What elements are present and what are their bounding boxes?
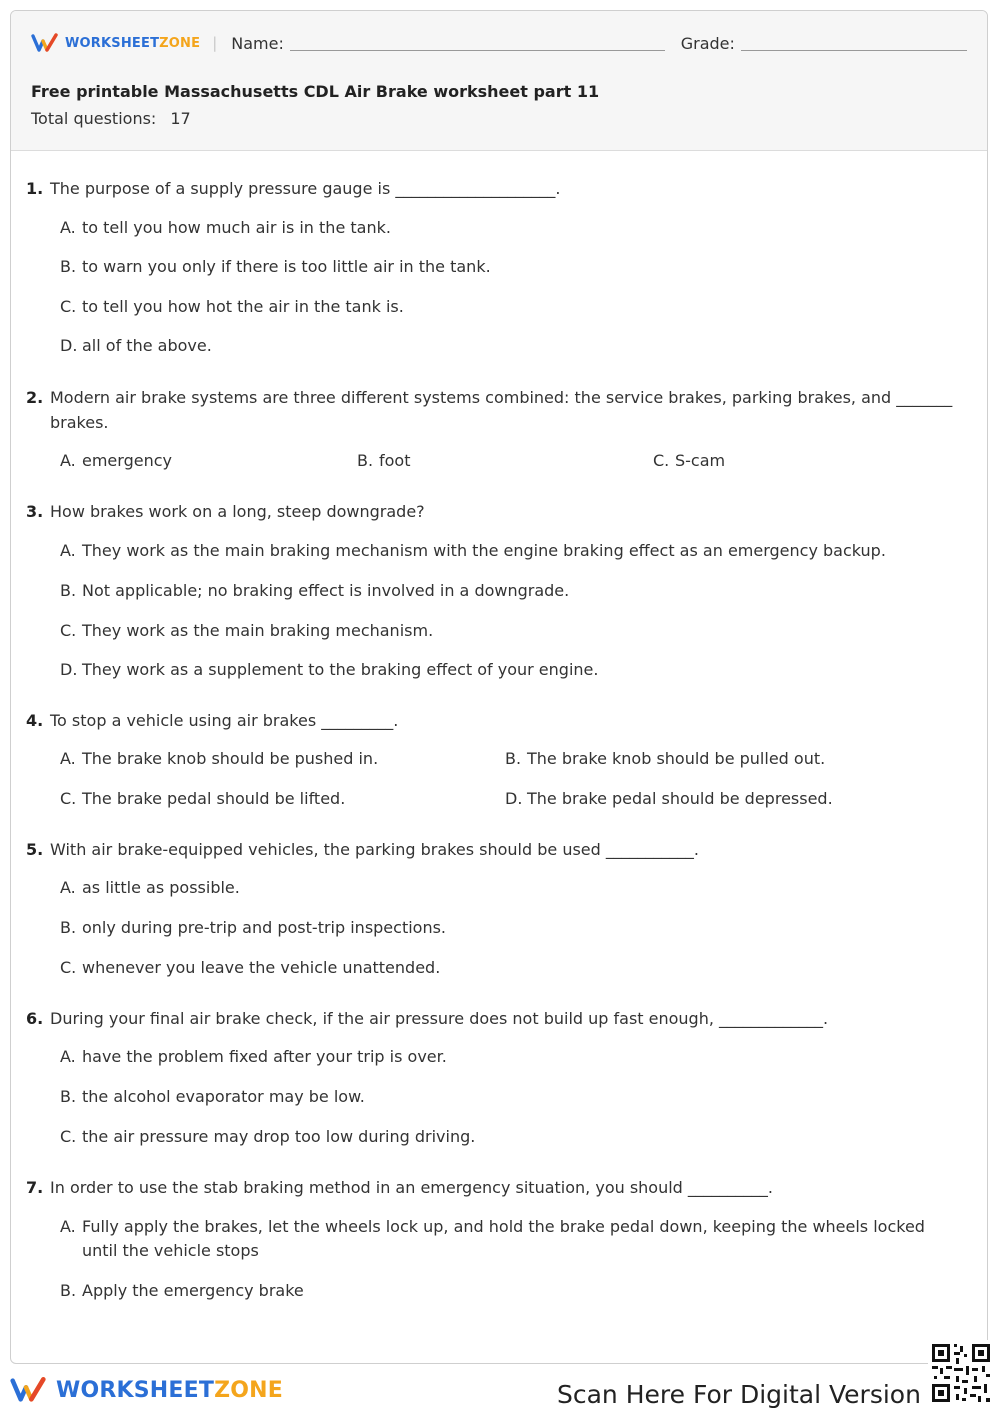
option-text: only during pre-trip and post-trip inspections. bbox=[82, 918, 447, 937]
option-label: A. bbox=[60, 451, 76, 470]
option-text: foot bbox=[379, 451, 411, 470]
option-label: A. bbox=[60, 218, 76, 237]
question-3 bbox=[26, 499, 956, 524]
option-label: C. bbox=[60, 297, 77, 316]
total-questions-label: Total questions: bbox=[31, 109, 157, 128]
page-footer bbox=[0, 1364, 1000, 1414]
question-4 bbox=[26, 708, 956, 733]
question-number: 4. bbox=[26, 711, 44, 730]
option-label: B. bbox=[60, 581, 77, 600]
option-text: to warn you only if there is too little air in the tank. bbox=[82, 257, 491, 276]
worksheet-header bbox=[11, 11, 987, 151]
grade-label: Grade: bbox=[680, 33, 735, 53]
question-text: With air brake-equipped vehicles, the parking brakes should be used ___________. bbox=[50, 840, 699, 859]
header-divider: | bbox=[212, 34, 218, 52]
option-label: A. bbox=[60, 541, 76, 560]
question-number: 1. bbox=[26, 179, 44, 198]
question-text: How brakes work on a long, steep downgrade? bbox=[50, 502, 425, 521]
question-6-option-a[interactable] bbox=[60, 1045, 940, 1069]
question-text: The purpose of a supply pressure gauge is ____________________. bbox=[50, 179, 561, 198]
option-label: D. bbox=[60, 336, 78, 355]
question-2 bbox=[26, 385, 956, 435]
option-text: Fully apply the brakes, let the wheels lock up, and hold the brake pedal down, keeping the wheels locked until the vehicle stops bbox=[82, 1217, 925, 1260]
question-1 bbox=[26, 176, 956, 201]
qr-code-icon[interactable] bbox=[928, 1340, 994, 1406]
option-text: Apply the emergency brake bbox=[82, 1281, 304, 1300]
question-4-option-b[interactable] bbox=[505, 747, 935, 771]
option-label: C. bbox=[60, 1127, 77, 1146]
name-field[interactable] bbox=[290, 36, 665, 51]
question-3-option-d[interactable] bbox=[60, 658, 940, 682]
question-2-option-c[interactable] bbox=[653, 449, 933, 473]
worksheet-title: Free printable Massachusetts CDL Air Brake worksheet part 11 bbox=[31, 82, 600, 101]
option-text: emergency bbox=[82, 451, 172, 470]
question-5-option-c[interactable] bbox=[60, 956, 940, 980]
grade-field[interactable] bbox=[741, 36, 967, 51]
option-text: They work as a supplement to the braking effect of your engine. bbox=[82, 660, 599, 679]
logo-text: WORKSHEETZONE bbox=[65, 35, 201, 51]
option-label: D. bbox=[505, 789, 523, 808]
option-text: the air pressure may drop too low during driving. bbox=[82, 1127, 476, 1146]
question-6-option-c[interactable] bbox=[60, 1125, 940, 1149]
logo-icon bbox=[10, 1376, 50, 1404]
question-1-option-a[interactable] bbox=[60, 216, 940, 240]
option-label: B. bbox=[60, 1087, 77, 1106]
option-text: to tell you how hot the air in the tank is. bbox=[82, 297, 404, 316]
option-label: C. bbox=[653, 451, 670, 470]
option-text: The brake knob should be pushed in. bbox=[82, 749, 379, 768]
question-1-option-b[interactable] bbox=[60, 255, 940, 279]
question-3-option-c[interactable] bbox=[60, 619, 940, 643]
option-text: the alcohol evaporator may be low. bbox=[82, 1087, 365, 1106]
question-7-option-a[interactable] bbox=[60, 1215, 950, 1263]
question-number: 7. bbox=[26, 1178, 44, 1197]
question-number: 3. bbox=[26, 502, 44, 521]
question-number: 2. bbox=[26, 388, 44, 407]
question-7-option-b[interactable] bbox=[60, 1279, 940, 1303]
question-4-option-d[interactable] bbox=[505, 787, 935, 811]
question-text: In order to use the stab braking method in an emergency situation, you should __________. bbox=[50, 1178, 774, 1197]
option-label: B. bbox=[60, 1281, 77, 1300]
option-label: B. bbox=[60, 918, 77, 937]
option-label: B. bbox=[60, 257, 77, 276]
question-5 bbox=[26, 837, 956, 862]
option-text: They work as the main braking mechanism. bbox=[82, 621, 434, 640]
question-number: 5. bbox=[26, 840, 44, 859]
question-5-option-a[interactable] bbox=[60, 876, 940, 900]
name-label: Name: bbox=[231, 33, 284, 53]
question-number: 6. bbox=[26, 1009, 44, 1028]
question-1-option-c[interactable] bbox=[60, 295, 940, 319]
option-text: Not applicable; no braking effect is involved in a downgrade. bbox=[82, 581, 570, 600]
question-1-option-d[interactable] bbox=[60, 334, 940, 358]
question-2-option-a[interactable] bbox=[60, 449, 340, 473]
option-label: A. bbox=[60, 749, 76, 768]
option-label: C. bbox=[60, 789, 77, 808]
option-text: The brake pedal should be depressed. bbox=[527, 789, 833, 808]
question-text: To stop a vehicle using air brakes _________. bbox=[50, 711, 399, 730]
total-questions-value: 17 bbox=[170, 109, 191, 128]
question-4-option-a[interactable] bbox=[60, 747, 490, 771]
option-label: A. bbox=[60, 878, 76, 897]
footer-logo-text: WORKSHEETZONE bbox=[56, 1377, 283, 1403]
total-questions bbox=[31, 109, 967, 128]
option-label: C. bbox=[60, 621, 77, 640]
option-text: The brake pedal should be lifted. bbox=[82, 789, 346, 808]
worksheet-sheet bbox=[10, 10, 988, 1364]
option-text: all of the above. bbox=[82, 336, 212, 355]
option-text: to tell you how much air is in the tank. bbox=[82, 218, 391, 237]
option-label: A. bbox=[60, 1217, 76, 1236]
question-text: During your final air brake check, if the air pressure does not build up fast enough, _____________. bbox=[50, 1009, 829, 1028]
question-3-option-a[interactable] bbox=[60, 539, 960, 563]
option-label: D. bbox=[60, 660, 78, 679]
option-text: as little as possible. bbox=[82, 878, 240, 897]
logo-icon bbox=[31, 33, 61, 53]
question-2-option-b[interactable] bbox=[357, 449, 637, 473]
option-label: B. bbox=[357, 451, 374, 470]
option-text: The brake knob should be pulled out. bbox=[527, 749, 826, 768]
option-label: B. bbox=[505, 749, 522, 768]
option-text: S-cam bbox=[675, 451, 726, 470]
question-text: Modern air brake systems are three different systems combined: the service brakes, parking brakes, and _______ brakes. bbox=[50, 388, 953, 432]
option-text: whenever you leave the vehicle unattended. bbox=[82, 958, 441, 977]
question-4-option-c[interactable] bbox=[60, 787, 490, 811]
footer-worksheetzone-logo[interactable] bbox=[10, 1376, 283, 1404]
option-label: A. bbox=[60, 1047, 76, 1066]
question-6 bbox=[26, 1006, 956, 1031]
question-7 bbox=[26, 1175, 956, 1200]
question-5-option-b[interactable] bbox=[60, 916, 940, 940]
worksheetzone-logo[interactable] bbox=[31, 33, 200, 53]
option-label: C. bbox=[60, 958, 77, 977]
scan-here-text: Scan Here For Digital Version bbox=[557, 1380, 921, 1409]
question-3-option-b[interactable] bbox=[60, 579, 940, 603]
option-text: have the problem fixed after your trip is over. bbox=[82, 1047, 447, 1066]
question-6-option-b[interactable] bbox=[60, 1085, 940, 1109]
option-text: They work as the main braking mechanism with the engine braking effect as an emergency backup. bbox=[82, 541, 886, 560]
